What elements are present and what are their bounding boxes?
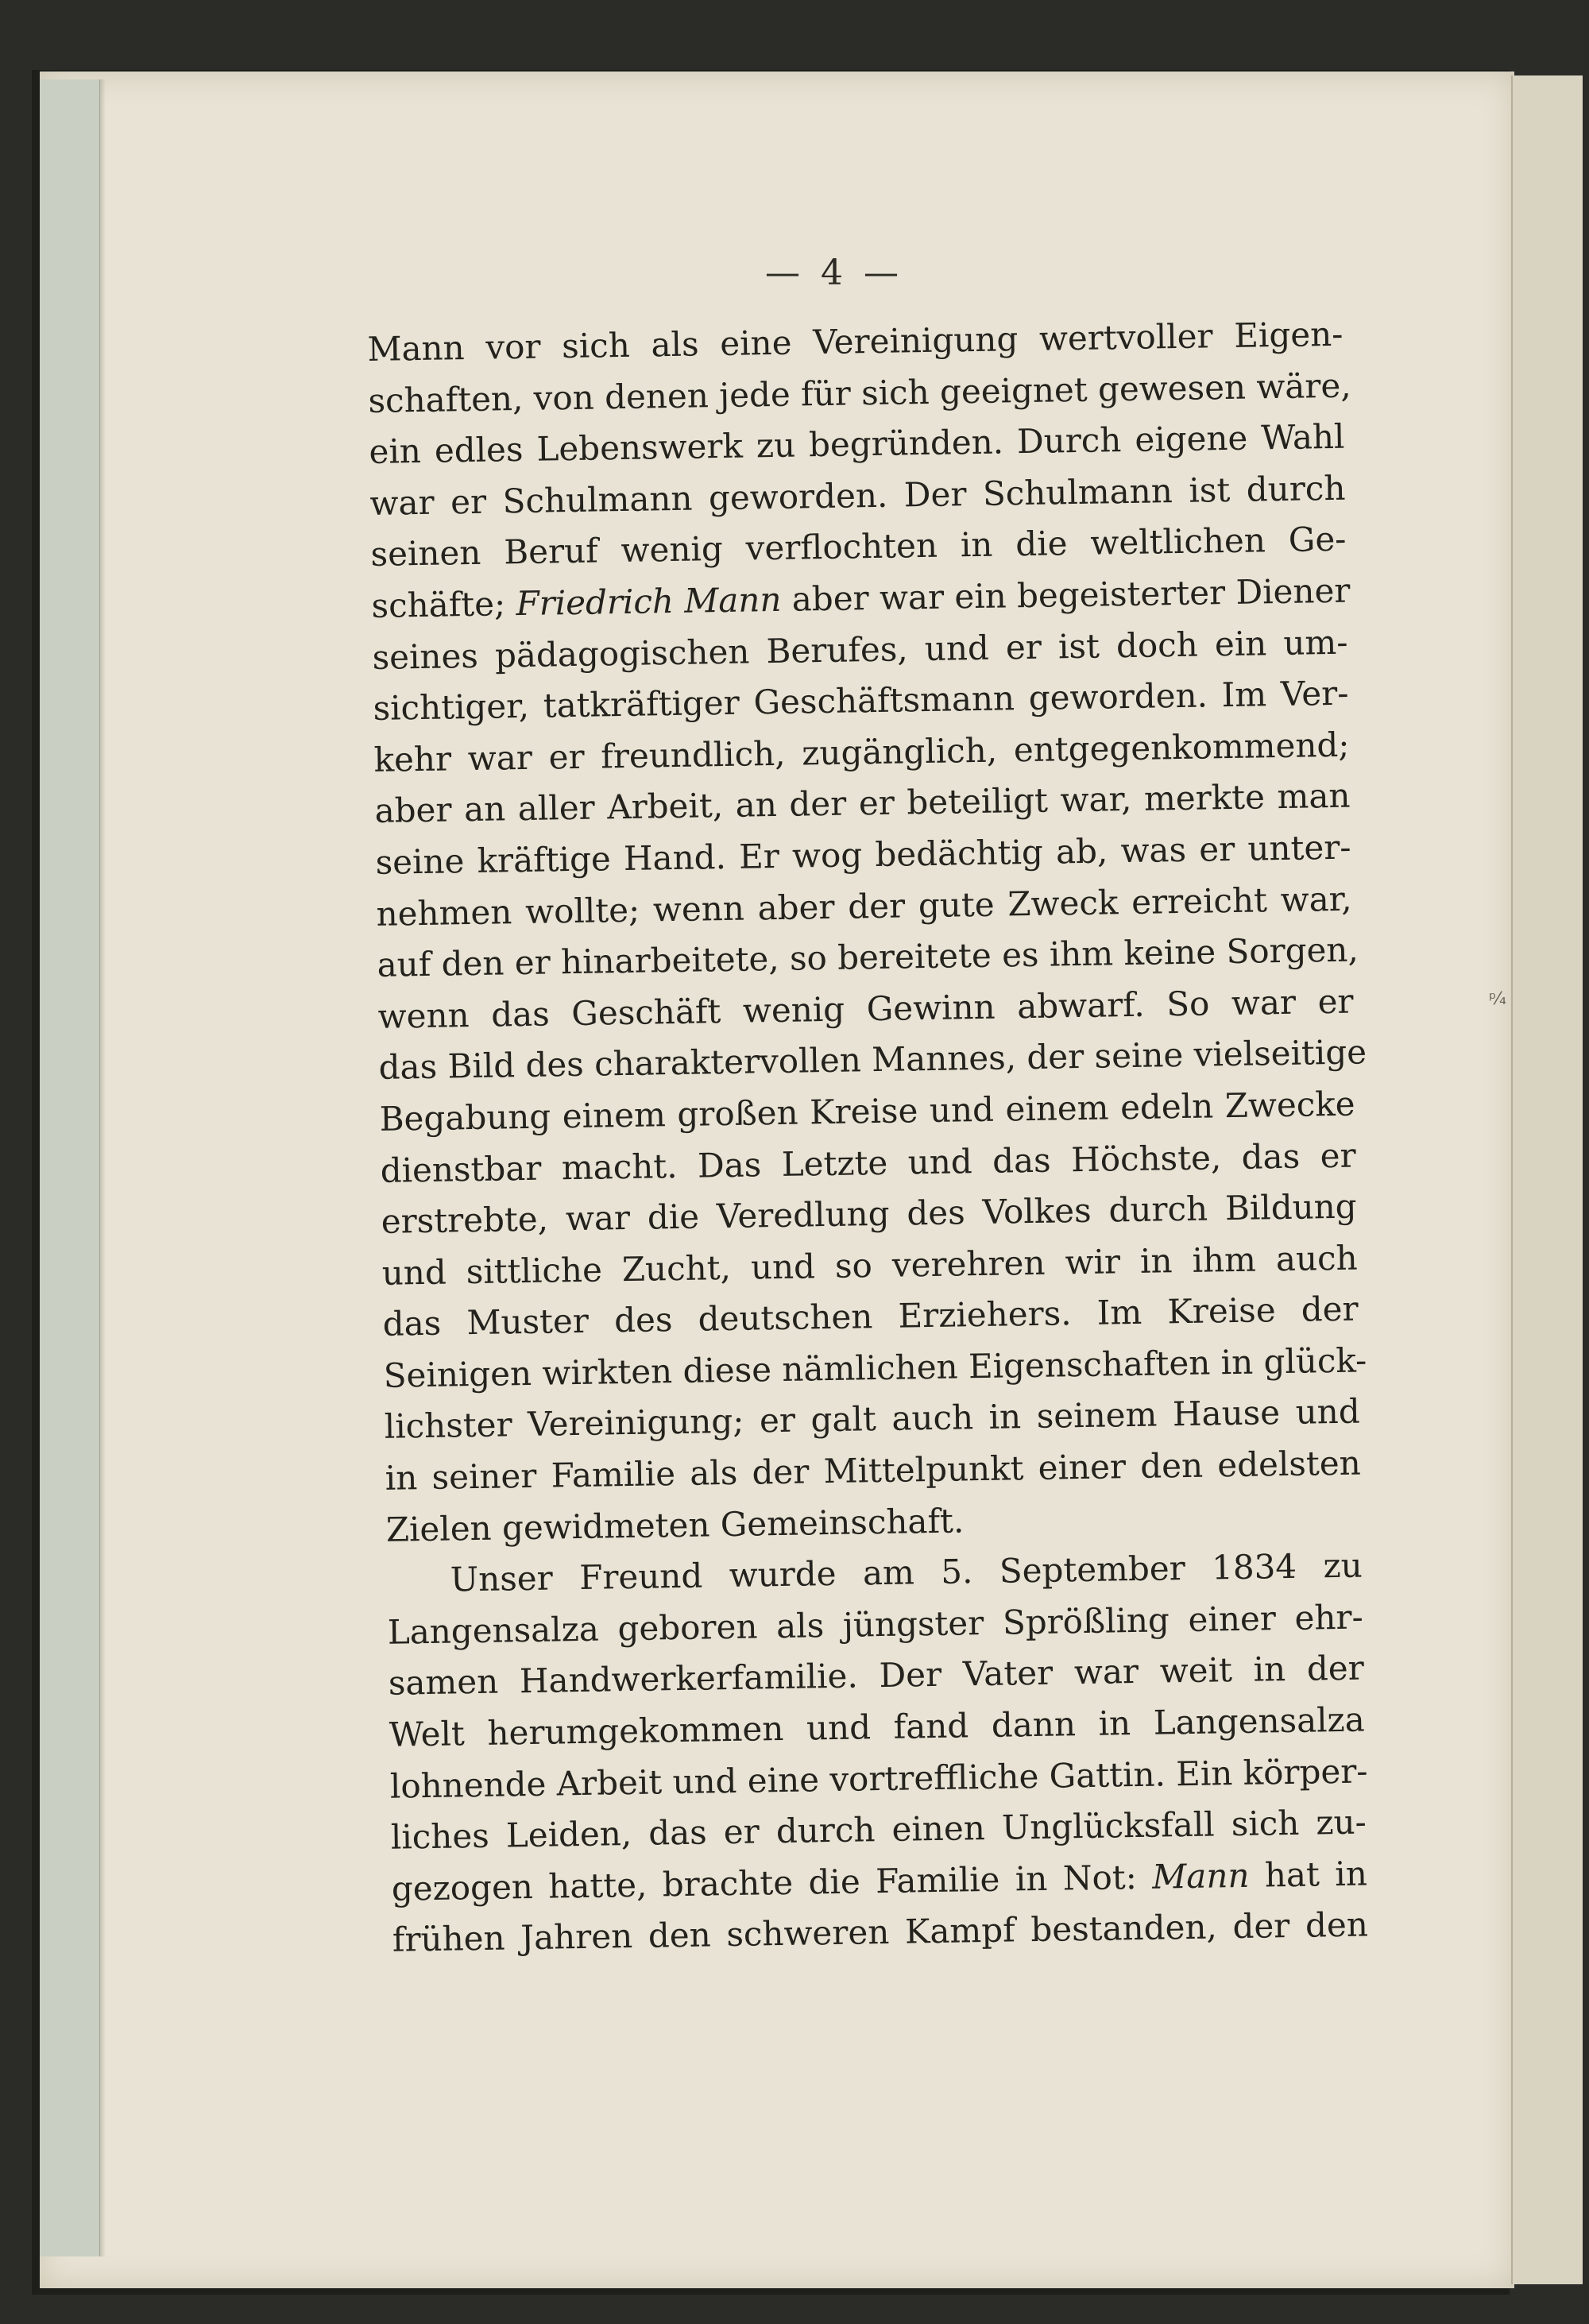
text-run: schäfte; (371, 584, 516, 625)
page-number: — 4 — (765, 253, 903, 293)
text-run: wenn das Geschäft wenig Gewinn abwarf. So war er (377, 981, 1354, 1036)
text-run: erstrebte, war die Veredlung des Volkes durch Bildung (381, 1186, 1357, 1241)
text-run: sichtiger, tatkräftiger Geschäftsmann geworden. Im Ver- (373, 673, 1349, 729)
text-run: Seinigen wirkten diese nämlichen Eigenschaften in glück- (383, 1340, 1367, 1395)
text-run: gezogen hatte, brachte die Familie in Not: (391, 1857, 1153, 1908)
text-run: kehr war er freundlich, zugänglich, entgegenkommend; (373, 725, 1350, 779)
text-run: Mann vor sich als eine Vereinigung wertvoller Eigen- (367, 314, 1343, 369)
text-run: Unser Freund wurde am 5. September 1834 zu (450, 1545, 1363, 1599)
italic-name: Friedrich Mann (516, 579, 782, 624)
text-run: nehmen wollte; wenn aber der gute Zweck erreicht war, (376, 879, 1352, 934)
scanner-background-right (1583, 0, 1589, 2324)
text-run: Begabung einem großen Kreise und einem edeln Zwecke (379, 1084, 1355, 1139)
text-run: und sittliche Zucht, und so verehren wir in ihm auch (381, 1238, 1358, 1293)
text-run: dienstbar macht. Das Letzte und das Höchste, das er (380, 1135, 1356, 1190)
italic-name: Mann (1151, 1855, 1250, 1897)
text-run: aber war ein begeisterter Diener (781, 570, 1351, 619)
text-run: schaften, von denen jede für sich geeignet gewesen wäre, (368, 365, 1351, 420)
text-run: lichster Vereinigung; er galt auch in seinem Hause und (384, 1392, 1361, 1447)
text-run: lohnende Arbeit und eine vortreffliche Gattin. Ein körper- (389, 1751, 1368, 1806)
text-run: seinen Beruf wenig verflochten in die weltlichen Ge- (370, 520, 1347, 574)
text-run: auf den er hinarbeitete, so bereitete es ihm keine Sorgen, (377, 930, 1359, 985)
text-run: liches Leiden, das er durch einen Unglücksfall sich zu- (390, 1802, 1367, 1857)
text-run: das Bild des charaktervollen Mannes, der seine vielseitige (378, 1032, 1367, 1088)
text-run: hat in (1249, 1854, 1368, 1895)
text-run: Welt herumgekommen und fand dann in Langensalza (389, 1699, 1366, 1754)
text-run: in seiner Familie als der Mittelpunkt einer den edelsten (385, 1443, 1362, 1498)
next-page-edge (1511, 75, 1584, 2284)
binding-shadow (99, 79, 106, 2256)
text-run: samen Handwerkerfamilie. Der Vater war weit in der (388, 1648, 1365, 1703)
text-run: Zielen gewidmeten Gemeinschaft. (385, 1501, 965, 1549)
margin-pencil-mark: ᵖ⁄₄ (1489, 989, 1506, 1009)
text-run: frühen Jahren den schweren Kampf bestanden, der den (392, 1904, 1369, 1960)
text-run: ein edles Lebenswerk zu begründen. Durch eigene Wahl (369, 416, 1345, 472)
body-text (367, 309, 1368, 1966)
text-run: war er Schulmann geworden. Der Schulmann ist durch (369, 468, 1346, 523)
binding-strip (40, 79, 100, 2256)
text-run: das Muster des deutschen Erziehers. Im Kreise der (382, 1289, 1359, 1344)
text-run: seine kräftige Hand. Er wog bedächtig ab, was er unter- (375, 827, 1351, 882)
text-run: Langensalza geboren als jüngster Sprößling einer ehr- (387, 1597, 1364, 1652)
scanner-background-top (0, 0, 1589, 72)
text-run: aber an aller Arbeit, an der er beteiligt war, merkte man (374, 775, 1351, 831)
text-run: seines pädagogischen Berufes, und er ist doch ein um- (372, 622, 1348, 677)
